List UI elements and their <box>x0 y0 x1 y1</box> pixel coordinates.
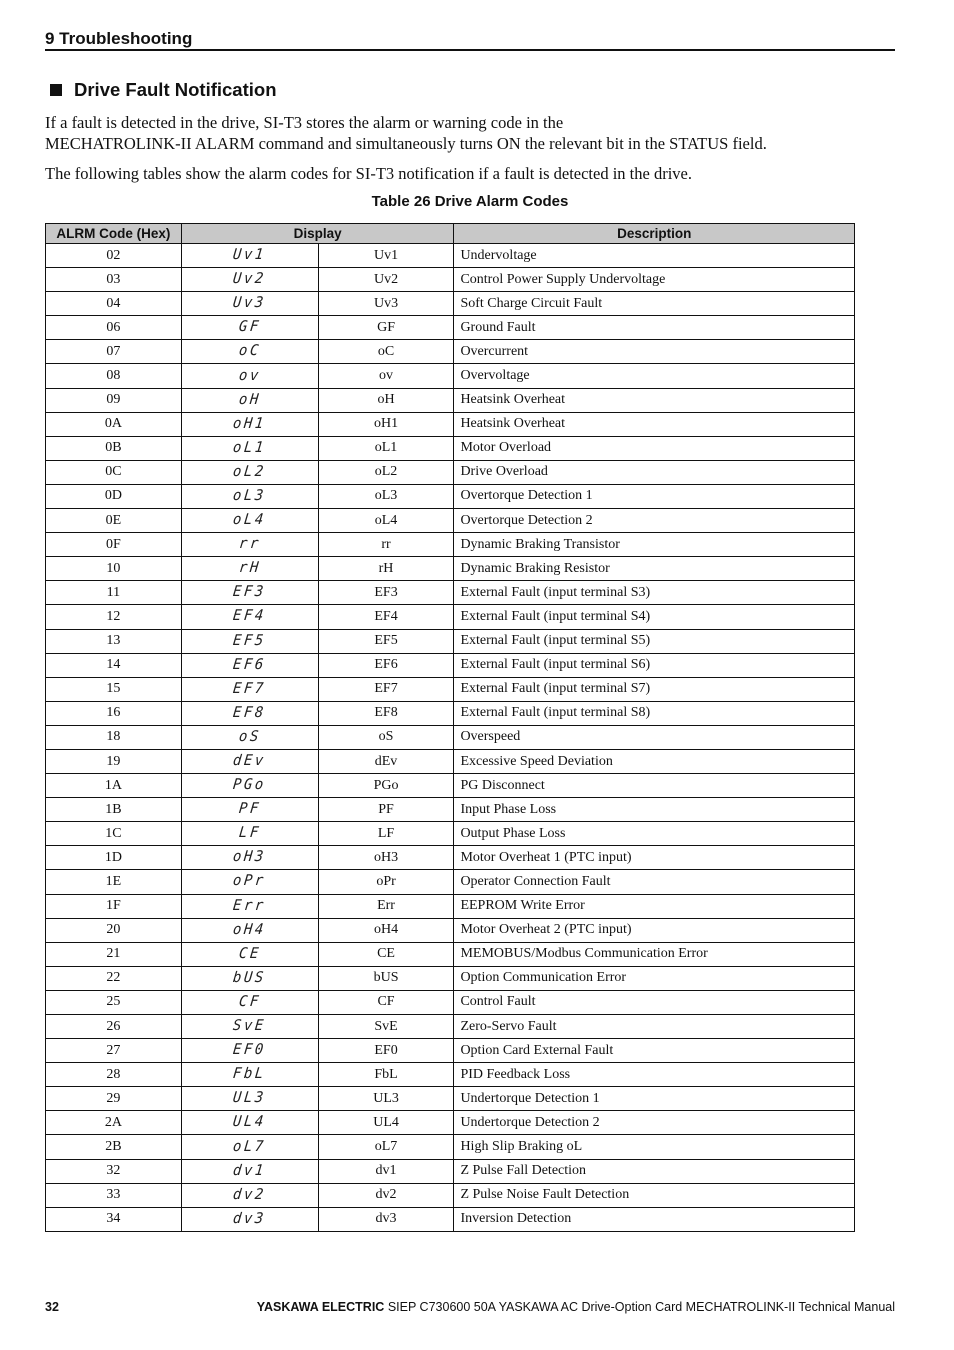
alarm-code-cell: 20 <box>46 918 182 942</box>
table-row <box>46 605 855 629</box>
alarm-code-cell: 19 <box>46 749 182 773</box>
table-row <box>46 653 855 677</box>
table-row <box>46 1207 855 1231</box>
seven-segment-readout: EF6 <box>232 656 268 674</box>
alarm-code-cell: 13 <box>46 629 182 653</box>
description-cell: External Fault (input terminal S8) <box>454 701 855 725</box>
table-row <box>46 918 855 942</box>
display-text-cell: CF <box>318 990 454 1014</box>
alarm-code-cell: 18 <box>46 725 182 749</box>
seven-segment-readout: FbL <box>232 1065 268 1083</box>
table-row <box>46 1063 855 1087</box>
display-text-cell: oL7 <box>318 1135 454 1159</box>
alarm-code-cell: 2B <box>46 1135 182 1159</box>
seven-segment-readout: UL3 <box>232 1089 268 1107</box>
alarm-code-cell: 15 <box>46 677 182 701</box>
table-header-row <box>46 224 855 244</box>
seven-segment-readout: ov <box>237 367 262 384</box>
description-cell: Control Fault <box>454 990 855 1014</box>
digital-display-cell <box>181 509 318 533</box>
description-cell: Motor Overheat 2 (PTC input) <box>454 918 855 942</box>
display-text-cell: EF5 <box>318 629 454 653</box>
digital-display-cell <box>181 340 318 364</box>
table-row <box>46 1111 855 1135</box>
description-cell: Motor Overload <box>454 436 855 460</box>
display-text-cell: Uv1 <box>318 244 454 268</box>
table-row <box>46 509 855 533</box>
display-text-cell: oL4 <box>318 509 454 533</box>
alarm-code-cell: 29 <box>46 1087 182 1111</box>
description-cell: Undertorque Detection 2 <box>454 1111 855 1135</box>
description-cell: External Fault (input terminal S5) <box>454 629 855 653</box>
digital-display-cell <box>181 244 318 268</box>
digital-display-cell <box>181 1039 318 1063</box>
table-row <box>46 749 855 773</box>
description-cell: Dynamic Braking Resistor <box>454 557 855 581</box>
alarm-code-cell: 1D <box>46 846 182 870</box>
seven-segment-readout: dv2 <box>232 1186 268 1204</box>
drive-alarm-codes-table <box>45 223 855 1232</box>
display-text-cell: oL1 <box>318 436 454 460</box>
seven-segment-readout: CE <box>237 945 262 963</box>
seven-segment-readout: Uv3 <box>232 294 268 312</box>
table-row <box>46 677 855 701</box>
digital-display-cell <box>181 749 318 773</box>
table-row <box>46 1015 855 1039</box>
alarm-code-cell: 2A <box>46 1111 182 1135</box>
seven-segment-readout: oL7 <box>232 1138 268 1155</box>
digital-display-cell <box>181 1111 318 1135</box>
seven-segment-readout: CF <box>237 993 262 1011</box>
alarm-code-cell: 09 <box>46 388 182 412</box>
description-cell: Ground Fault <box>454 316 855 340</box>
digital-display-cell <box>181 1159 318 1183</box>
table-row <box>46 388 855 412</box>
alarm-code-cell: 0F <box>46 533 182 557</box>
table-row <box>46 557 855 581</box>
seven-segment-readout: oL4 <box>232 511 268 529</box>
display-text-cell: dv1 <box>318 1159 454 1183</box>
description-cell: EEPROM Write Error <box>454 894 855 918</box>
display-text-cell: dv3 <box>318 1207 454 1231</box>
section-title: Drive Fault Notification <box>74 79 277 100</box>
intro-paragraph: If a fault is detected in the drive, SI-T3 stores the alarm or warning code in the MECHATROLINK-II ALARM command and simultaneously turns ON the relevant bit in the STATUS field. <box>45 113 767 153</box>
table-row <box>46 966 855 990</box>
alarm-code-cell: 34 <box>46 1207 182 1231</box>
digital-display-cell <box>181 918 318 942</box>
description-cell: Control Power Supply Undervoltage <box>454 268 855 292</box>
table-row <box>46 1135 855 1159</box>
table-row <box>46 1039 855 1063</box>
display-text-cell: EF7 <box>318 677 454 701</box>
description-cell: Z Pulse Noise Fault Detection <box>454 1183 855 1207</box>
seven-segment-readout: GF <box>237 318 262 336</box>
display-text-cell: PGo <box>318 774 454 798</box>
description-cell: Overspeed <box>454 725 855 749</box>
seven-segment-readout: dEv <box>232 752 268 770</box>
table-row <box>46 292 855 316</box>
description-cell: Overcurrent <box>454 340 855 364</box>
description-cell: Output Phase Loss <box>454 822 855 846</box>
description-cell: Motor Overheat 1 (PTC input) <box>454 846 855 870</box>
digital-display-cell <box>181 774 318 798</box>
seven-segment-readout: oPr <box>232 873 268 890</box>
description-cell: Heatsink Overheat <box>454 412 855 436</box>
display-text-cell: rH <box>318 557 454 581</box>
digital-display-cell <box>181 557 318 581</box>
description-cell: External Fault (input terminal S6) <box>454 653 855 677</box>
seven-segment-readout: LF <box>237 824 262 842</box>
table-row <box>46 942 855 966</box>
alarm-code-cell: 28 <box>46 1063 182 1087</box>
table-row <box>46 436 855 460</box>
display-text-cell: oC <box>318 340 454 364</box>
description-cell: Input Phase Loss <box>454 798 855 822</box>
alarm-code-cell: 10 <box>46 557 182 581</box>
table-row <box>46 894 855 918</box>
seven-segment-readout: rH <box>237 559 262 577</box>
display-text-cell: oPr <box>318 870 454 894</box>
alarm-code-cell: 1F <box>46 894 182 918</box>
digital-display-cell <box>181 316 318 340</box>
digital-display-cell <box>181 653 318 677</box>
display-text-cell: oH4 <box>318 918 454 942</box>
alarm-code-cell: 22 <box>46 966 182 990</box>
description-cell: Inversion Detection <box>454 1207 855 1231</box>
description-cell: Undertorque Detection 1 <box>454 1087 855 1111</box>
alarm-code-cell: 07 <box>46 340 182 364</box>
table-row <box>46 460 855 484</box>
table-row <box>46 1159 855 1183</box>
chapter-heading: 9 Troubleshooting <box>45 29 193 48</box>
description-cell: Overtorque Detection 2 <box>454 509 855 533</box>
seven-segment-readout: dv1 <box>232 1162 268 1180</box>
digital-display-cell <box>181 1063 318 1087</box>
display-text-cell: EF3 <box>318 581 454 605</box>
table-row <box>46 533 855 557</box>
table-row <box>46 629 855 653</box>
display-text-cell: oL3 <box>318 484 454 508</box>
seven-segment-readout: Uv1 <box>232 246 268 264</box>
description-cell: Dynamic Braking Transistor <box>454 533 855 557</box>
description-cell: Operator Connection Fault <box>454 870 855 894</box>
description-cell: Zero-Servo Fault <box>454 1015 855 1039</box>
table-row <box>46 725 855 749</box>
alarm-code-cell: 0B <box>46 436 182 460</box>
table-row <box>46 990 855 1014</box>
seven-segment-readout: Uv2 <box>232 270 268 288</box>
display-text-cell: EF8 <box>318 701 454 725</box>
alarm-code-cell: 12 <box>46 605 182 629</box>
seven-segment-readout: EF8 <box>232 704 268 722</box>
display-text-cell: Err <box>318 894 454 918</box>
table-row <box>46 1087 855 1111</box>
display-text-cell: EF4 <box>318 605 454 629</box>
table-row <box>46 701 855 725</box>
display-text-cell: Uv3 <box>318 292 454 316</box>
display-text-cell: GF <box>318 316 454 340</box>
table-row <box>46 364 855 388</box>
display-text-cell: LF <box>318 822 454 846</box>
description-cell: Undervoltage <box>454 244 855 268</box>
alarm-code-cell: 1B <box>46 798 182 822</box>
seven-segment-readout: PGo <box>232 776 268 794</box>
display-text-cell: EF0 <box>318 1039 454 1063</box>
seven-segment-readout: bUS <box>232 969 268 987</box>
alarm-code-cell: 0E <box>46 509 182 533</box>
alarm-code-cell: 14 <box>46 653 182 677</box>
tables-intro-paragraph: The following tables show the alarm codes for SI-T3 notification if a fault is detected in the drive. <box>45 164 692 183</box>
description-cell: PID Feedback Loss <box>454 1063 855 1087</box>
header-display: Display <box>181 224 454 244</box>
description-cell: Z Pulse Fall Detection <box>454 1159 855 1183</box>
digital-display-cell <box>181 605 318 629</box>
digital-display-cell <box>181 460 318 484</box>
digital-display-cell <box>181 677 318 701</box>
seven-segment-readout: oH3 <box>232 848 268 866</box>
alarm-code-cell: 04 <box>46 292 182 316</box>
alarm-code-cell: 33 <box>46 1183 182 1207</box>
table-row <box>46 774 855 798</box>
digital-display-cell <box>181 870 318 894</box>
digital-display-cell <box>181 846 318 870</box>
alarm-code-cell: 08 <box>46 364 182 388</box>
table-row <box>46 846 855 870</box>
alarm-code-cell: 0C <box>46 460 182 484</box>
table-row <box>46 340 855 364</box>
seven-segment-readout: oL3 <box>232 487 268 505</box>
digital-display-cell <box>181 1135 318 1159</box>
description-cell: Soft Charge Circuit Fault <box>454 292 855 316</box>
description-cell: Option Communication Error <box>454 966 855 990</box>
alarm-code-cell: 32 <box>46 1159 182 1183</box>
digital-display-cell <box>181 484 318 508</box>
display-text-cell: CE <box>318 942 454 966</box>
display-text-cell: UL3 <box>318 1087 454 1111</box>
description-cell: External Fault (input terminal S4) <box>454 605 855 629</box>
description-cell: Excessive Speed Deviation <box>454 749 855 773</box>
header-alrm-code: ALRM Code (Hex) <box>46 224 182 244</box>
table-row <box>46 798 855 822</box>
alarm-code-cell: 25 <box>46 990 182 1014</box>
description-cell: Overvoltage <box>454 364 855 388</box>
footer-document-line <box>257 1300 895 1314</box>
table-row <box>46 870 855 894</box>
description-cell: MEMOBUS/Modbus Communication Error <box>454 942 855 966</box>
seven-segment-readout: oS <box>237 728 262 746</box>
digital-display-cell <box>181 725 318 749</box>
seven-segment-readout: EF4 <box>232 608 268 625</box>
table-row <box>46 412 855 436</box>
digital-display-cell <box>181 966 318 990</box>
table-row <box>46 268 855 292</box>
digital-display-cell <box>181 292 318 316</box>
seven-segment-readout: SvE <box>232 1017 268 1035</box>
display-text-cell: oH1 <box>318 412 454 436</box>
display-text-cell: PF <box>318 798 454 822</box>
digital-display-cell <box>181 412 318 436</box>
table-row <box>46 244 855 268</box>
description-cell: Overtorque Detection 1 <box>454 484 855 508</box>
alarm-code-cell: 0A <box>46 412 182 436</box>
digital-display-cell <box>181 1183 318 1207</box>
alarm-code-cell: 16 <box>46 701 182 725</box>
digital-display-cell <box>181 1207 318 1231</box>
description-cell: Option Card External Fault <box>454 1039 855 1063</box>
digital-display-cell <box>181 364 318 388</box>
description-cell: External Fault (input terminal S7) <box>454 677 855 701</box>
seven-segment-readout: EF7 <box>232 680 268 698</box>
seven-segment-readout: EF3 <box>232 583 268 601</box>
digital-display-cell <box>181 533 318 557</box>
seven-segment-readout: Err <box>232 897 268 914</box>
display-text-cell: oH <box>318 388 454 412</box>
section-heading <box>50 79 277 101</box>
page-number: 32 <box>45 1300 59 1314</box>
section-bullet-icon <box>50 84 62 96</box>
seven-segment-readout: EF5 <box>232 632 268 649</box>
seven-segment-readout: oL1 <box>232 439 268 457</box>
display-text-cell: oH3 <box>318 846 454 870</box>
digital-display-cell <box>181 701 318 725</box>
description-cell: Drive Overload <box>454 460 855 484</box>
footer-brand: YASKAWA ELECTRIC <box>256 1300 385 1314</box>
display-text-cell: rr <box>318 533 454 557</box>
digital-display-cell <box>181 822 318 846</box>
footer-document-title: SIEP C730600 50A YASKAWA AC Drive-Option Card MECHATROLINK-II Technical Manual <box>387 1300 895 1314</box>
digital-display-cell <box>181 1087 318 1111</box>
display-text-cell: FbL <box>318 1063 454 1087</box>
seven-segment-readout: oC <box>237 343 262 360</box>
display-text-cell: dv2 <box>318 1183 454 1207</box>
table-body <box>46 244 855 1232</box>
digital-display-cell <box>181 581 318 605</box>
alarm-code-cell: 11 <box>46 581 182 605</box>
seven-segment-readout: oL2 <box>232 463 268 481</box>
seven-segment-readout: UL4 <box>232 1114 268 1131</box>
display-text-cell: UL4 <box>318 1111 454 1135</box>
seven-segment-readout: rr <box>237 535 262 553</box>
alarm-code-cell: 27 <box>46 1039 182 1063</box>
description-cell: Heatsink Overheat <box>454 388 855 412</box>
display-text-cell: EF6 <box>318 653 454 677</box>
table-row <box>46 316 855 340</box>
digital-display-cell <box>181 990 318 1014</box>
digital-display-cell <box>181 436 318 460</box>
digital-display-cell <box>181 894 318 918</box>
display-text-cell: bUS <box>318 966 454 990</box>
seven-segment-readout: oH4 <box>232 921 268 939</box>
alarm-code-cell: 02 <box>46 244 182 268</box>
alarm-code-cell: 21 <box>46 942 182 966</box>
digital-display-cell <box>181 629 318 653</box>
digital-display-cell <box>181 942 318 966</box>
digital-display-cell <box>181 1015 318 1039</box>
display-text-cell: ov <box>318 364 454 388</box>
alarm-code-cell: 0D <box>46 484 182 508</box>
display-text-cell: oL2 <box>318 460 454 484</box>
table-caption: Table 26 Drive Alarm Codes <box>371 193 569 210</box>
header-description: Description <box>454 224 855 244</box>
display-text-cell: dEv <box>318 749 454 773</box>
description-cell: High Slip Braking oL <box>454 1135 855 1159</box>
digital-display-cell <box>181 798 318 822</box>
alarm-code-cell: 1C <box>46 822 182 846</box>
digital-display-cell <box>181 388 318 412</box>
alarm-code-cell: 1A <box>46 774 182 798</box>
seven-segment-readout: dv3 <box>232 1210 268 1228</box>
display-text-cell: Uv2 <box>318 268 454 292</box>
table-row <box>46 581 855 605</box>
digital-display-cell <box>181 268 318 292</box>
alarm-code-cell: 1E <box>46 870 182 894</box>
header-divider <box>45 49 895 51</box>
seven-segment-readout: oH1 <box>232 415 268 433</box>
table-row <box>46 1183 855 1207</box>
description-cell: External Fault (input terminal S3) <box>454 581 855 605</box>
alarm-code-cell: 03 <box>46 268 182 292</box>
table-row <box>46 822 855 846</box>
alarm-code-cell: 06 <box>46 316 182 340</box>
table-row <box>46 484 855 508</box>
seven-segment-readout: EF0 <box>232 1041 268 1059</box>
alarm-code-cell: 26 <box>46 1015 182 1039</box>
display-text-cell: SvE <box>318 1015 454 1039</box>
display-text-cell: oS <box>318 725 454 749</box>
description-cell: PG Disconnect <box>454 774 855 798</box>
seven-segment-readout: PF <box>237 800 262 818</box>
seven-segment-readout: oH <box>237 391 262 409</box>
